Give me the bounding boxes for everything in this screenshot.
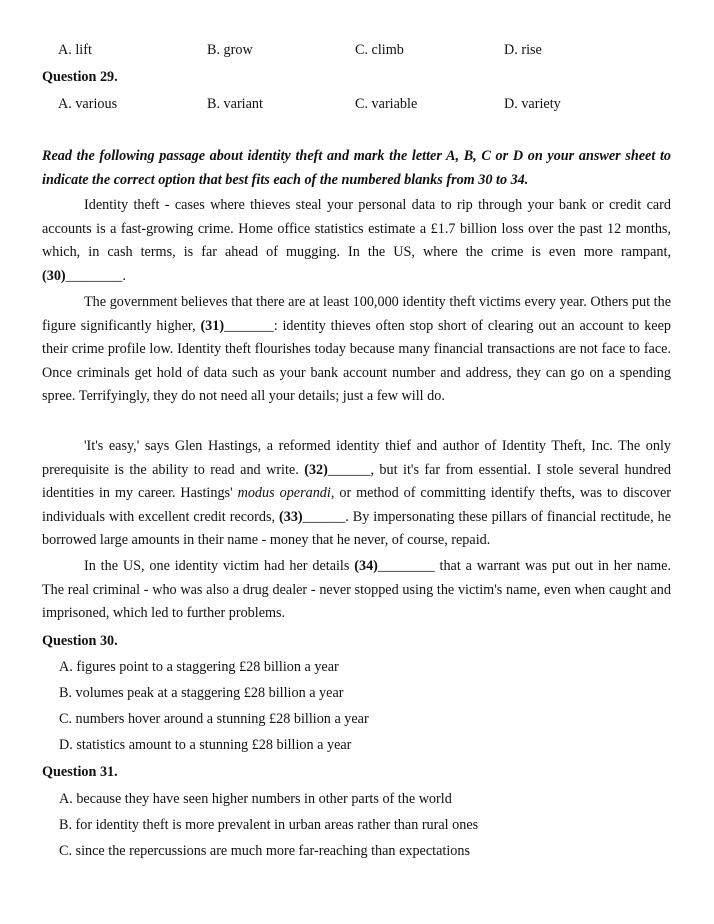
q29-option-a: A. various [58,96,118,112]
q29-option-c: C. variable [355,96,418,112]
blank-number-32: (32) [304,461,328,478]
passage-paragraph-4: In the US, one identity victim had her details (34)________ that a warrant was put out in her name. The real criminal - who was also a drug dealer - never stopped using the victim's name, even when caught and imprisoned, which led to further problems. [42,558,671,621]
blank-32: ______ [327,461,371,478]
passage-paragraph-2: The government believes that there are at least 100,000 identity theft victims every year. Others put the figure significantly higher, (31)_______: identity thieves often stop short of clearing out an account to keep their crime profile low. Identity theft flourishes today because many financial transactions are not face to face. Once criminals get hold of data such as your bank account number and address, they can go on a spending spree. Terrifyingly, they do not need all your details; just a few will do. [42,294,671,404]
q30-heading: Question 30. [42,633,118,649]
q31-option-c: C. since the repercussions are much more far-reaching than expectations [59,843,470,859]
q30-option-d: D. statistics amount to a stunning £28 billion a year [59,737,352,753]
q30-option-b: B. volumes peak at a staggering £28 billion a year [59,685,344,701]
blank-33: ______ [302,508,346,525]
blank-number-30: (30) [42,267,66,284]
q30-option-a: A. figures point to a staggering £28 billion a year [59,659,339,675]
blank-34: ________ [377,558,435,574]
q29-option-b: B. variant [207,96,263,112]
q31-option-b: B. for identity theft is more prevalent in urban areas rather than rural ones [59,817,479,833]
q31-heading: Question 31. [42,764,118,780]
q29-options [58,96,698,118]
italic-term: modus operandi [237,485,331,501]
q31-option-a: A. because they have seen higher numbers in other parts of the world [59,791,452,807]
passage-paragraph-3: 'It's easy,' says Glen Hastings, a reformed identity thief and author of Identity Theft, Inc. The only prerequisite is the ability to read and write. (32)______, but it's far from essential. I stole several hundred identities in my career. Hastings' modus operandi, or method of committing identify thefts, was to discover individuals with excellent credit records, (33)______. By impersonating these pillars of financial rectitude, he borrowed large amounts in their name - money that he never, of course, repaid. [42,438,672,548]
blank-31: _______ [224,317,274,334]
blank-number-33: (33) [279,508,303,525]
q30-option-c: C. numbers hover around a stunning £28 billion a year [59,711,369,727]
passage-instruction: Read the following passage about identity theft and mark the letter A, B, C or D on your answer sheet to indicate the correct option that best fits each of the numbered blanks from 30 to 34. [42,148,671,188]
q28-option-b: B. grow [207,42,253,58]
blank-30: ________ [65,267,123,284]
q28-options [58,42,698,64]
blank-number-31: (31) [200,317,225,334]
q28-option-a: A. lift [58,42,92,58]
blank-number-34: (34) [354,558,378,574]
q28-option-c: C. climb [355,42,404,58]
q28-option-d: D. rise [504,42,542,58]
q29-heading: Question 29. [42,69,118,85]
passage-paragraph-1: Identity theft - cases where thieves steal your personal data to rip through your bank or credit card accounts is a fast-growing crime. Home office statistics estimate a £1.7 billion loss over the past 12 months, which, in cash terms, is far ahead of mugging. In the US, where the crime is even more rampant, (30)________. [42,197,671,284]
q29-option-d: D. variety [504,96,561,112]
